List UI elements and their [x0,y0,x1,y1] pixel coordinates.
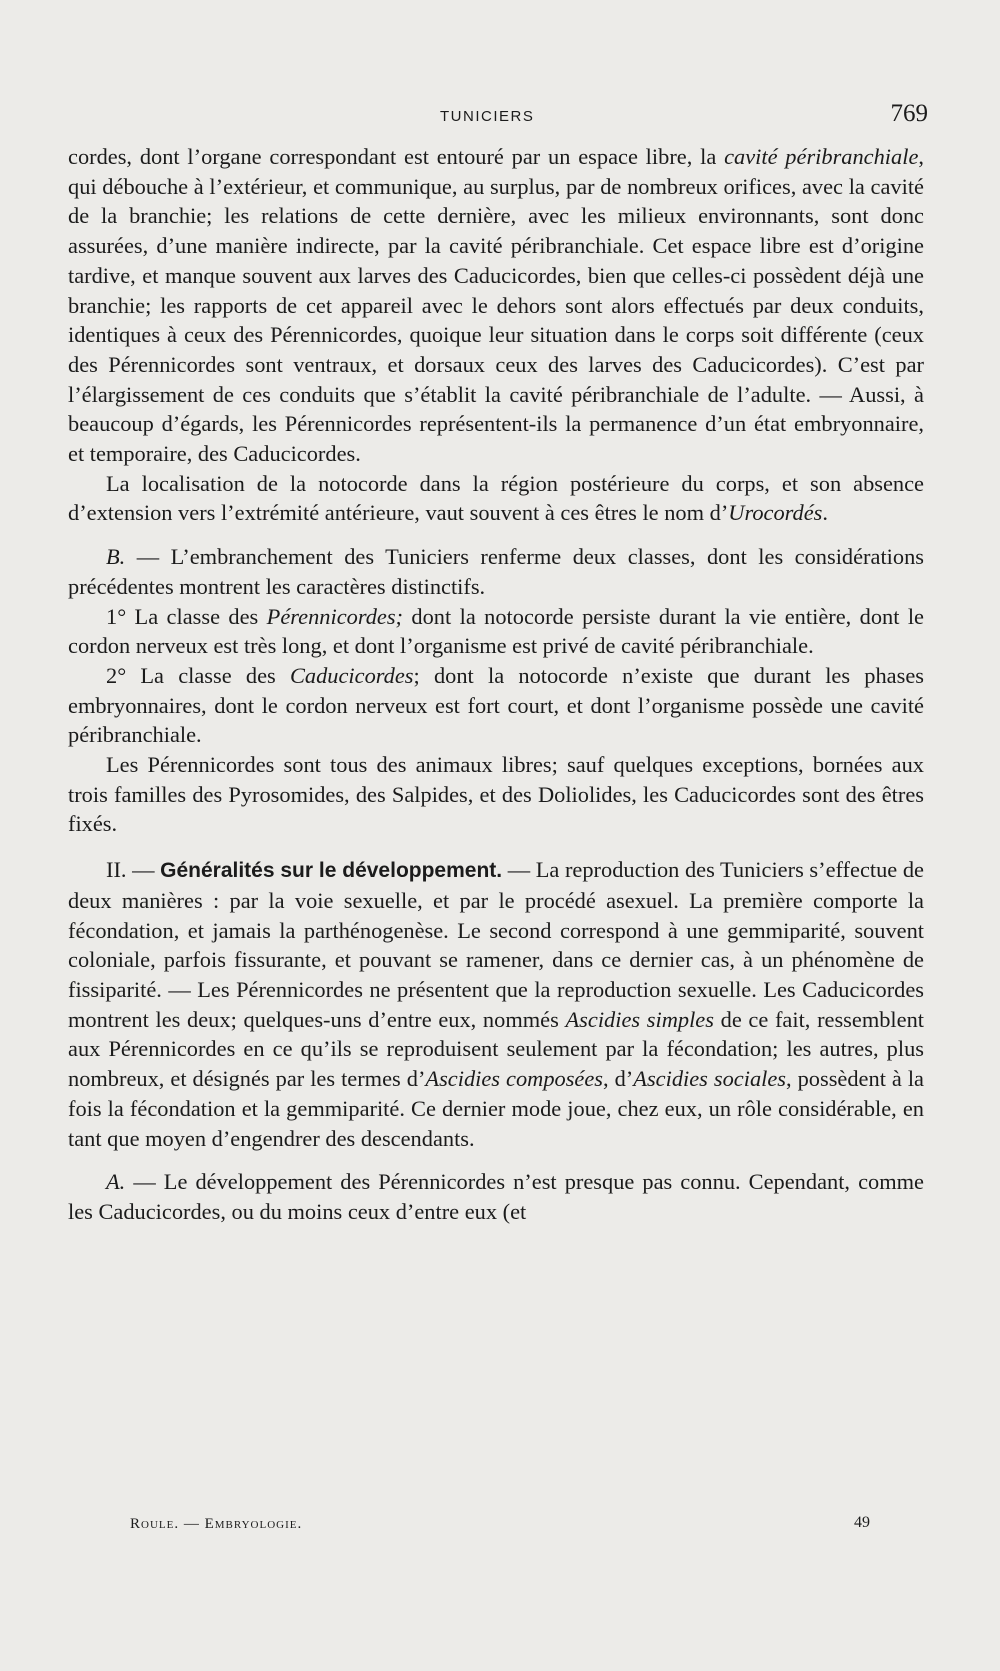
italic-term: Urocordés [728,500,823,526]
paragraph-urocordes [68,469,924,528]
text-run: dont la notocorde persiste durant la vie entière, dont le cordon nerveux est très long, et dont l’organisme est privé de cavité péribranchiale. [68,603,924,659]
text-run: — L’embranchement des Tuniciers renferme deux classes, dont les considérations précédentes montrent les caractères distinctifs. [68,544,924,599]
text-run: 2° La classe des [106,662,290,688]
paragraph-section-a [68,1167,924,1226]
paragraph-section-ii [68,855,924,1153]
italic-term: Ascidies composées [425,1066,604,1092]
section-letter: B. [106,544,126,570]
text-run: ; dont la notocorde n’existe que durant les phases embryonnaires, dont le cordon nerveux est fort court, et dont l’organisme possède une cavité péribranchiale. [68,662,924,748]
text-run: — La reproduction des Tuniciers s’effectue de deux manières : par la voie sexuelle, et par le procédé asexuel. La première comporte la fécondation, et jamais la parthénogenèse. Le second correspond à une gemmiparité, souvent coloniale, parfois fissurante, et pouvant se ramener, dans ce dernier cas, à un phénomène de fissiparité. — Les Pérennicordes ne présentent que la reproduction sexuelle. Les Caducicordes montrent les deux; quelques-uns d’entre eux, nommés [68,857,924,1032]
paragraph-free-animals [68,750,924,839]
text-run: La localisation de la notocorde dans la région postérieure du corps, et son absence d’extension vers l’extrémité antérieure, vaut souvent à ces êtres le nom d’ [68,470,924,526]
text-run: Les Pérennicordes sont tous des animaux libres; sauf quelques exceptions, bornées aux trois familles des Pyrosomides, des Salpides, et des Doliolides, les Caducicordes sont des êtres fixés. [68,752,924,837]
section-letter: A. [106,1169,126,1195]
text-run: , d’ [603,1066,634,1092]
text-run: 1° La classe des [106,603,267,629]
italic-term: Ascidies sociales [633,1066,787,1092]
signature-mark: 49 [854,1514,870,1531]
running-title: TUNICIERS [440,108,535,125]
italic-term: cavité péribranchiale [724,144,919,169]
section-heading: Généralités sur le développement. [160,859,503,883]
paragraph-class-caducicordes [68,661,924,750]
text-run: . [822,500,829,526]
italic-term: Ascidies simples [565,1006,714,1032]
footer-author: Roule. — Embryologie. [130,1516,303,1532]
paragraph-class-perennicordes [68,602,924,661]
italic-term: Pérennicordes; [266,603,404,629]
text-run: cordes, dont l’organe correspondant est entouré par un espace libre, la [68,144,725,169]
page-number: 769 [890,100,928,127]
body-text [68,142,924,1227]
italic-term: Caducicordes [289,662,414,688]
page-header [70,100,928,130]
text-run: de ce fait, ressemblent aux Pérennicordes en ce qu’ils se reproduisent seulement par la fécondation; les autres, plus nombreux, et désignés par les termes d’ [68,1006,925,1092]
text-run: II. — [106,857,161,883]
text-run: , qui débouche à l’extérieur, et communique, au surplus, par de nombreux orifices, avec la cavité de la branchie; les relations de cette dernière, avec les milieux environnants, sont donc assurées, d’une manière indirecte, par la cavité péribranchiale. Cet espace libre est d’origine tardive, et manque souvent aux larves des Caducicordes, bien que celles-ci possèdent déjà une branchie; les rapports de cet appareil avec le dehors sont alors effectués par deux conduits, identiques à ceux des Pérennicordes, quoique leur situation dans le corps soit différente (ceux des Pérennicordes sont ventraux, et dorsaux ceux des larves des Caducicordes). C’est par l’élargissement de ces conduits que s’établit la cavité péribranchiale de l’adulte. — Aussi, à beaucoup d’égards, les Pérennicordes représentent-ils la permanence d’un état embryonnaire, et temporaire, des Caducicordes. [68,144,924,467]
paragraph-section-b [68,542,924,601]
text-run: — Le développement des Pérennicordes n’est presque pas connu. Cependant, comme les Caducicordes, ou du moins ceux d’entre eux (et [68,1169,924,1224]
page-footer [130,1516,870,1540]
text-run: , possèdent à la fois la fécondation et la gemmiparité. Ce dernier mode joue, chez eux, un rôle considérable, en tant que moyen d’engendrer des descendants. [68,1066,924,1151]
paragraph-perbranchial-cavity [68,142,924,469]
